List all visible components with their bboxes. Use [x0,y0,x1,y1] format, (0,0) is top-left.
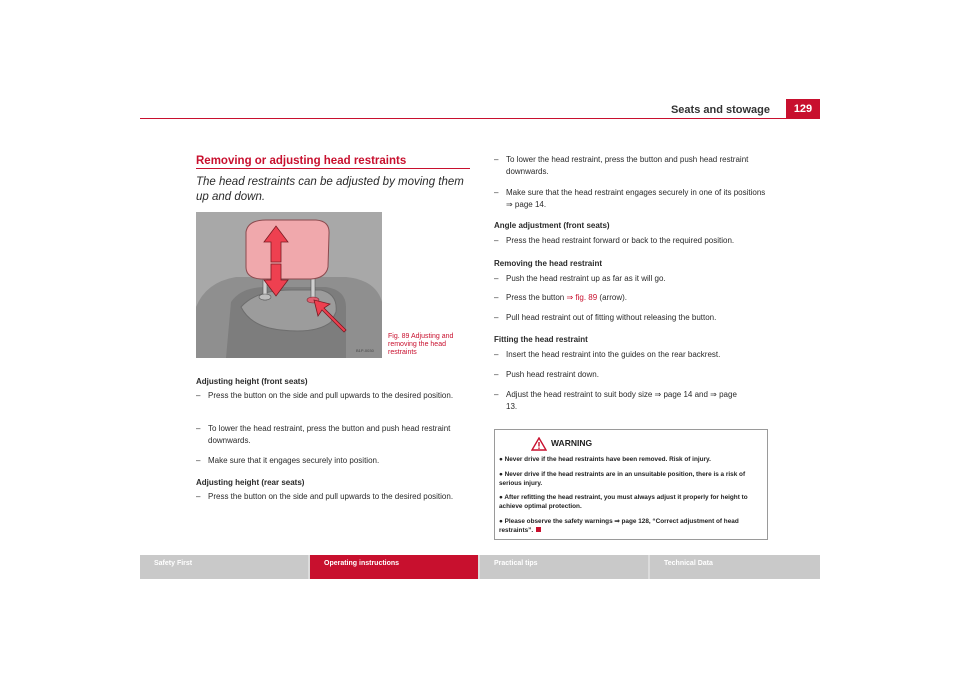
tab-operating-instructions[interactable] [310,555,478,579]
warning-text: Never drive if the head restraints have been removed. Risk of injury. [504,456,711,463]
bullet-icon: ● [499,494,505,501]
step-text: (arrow). [597,293,627,302]
tab-label: Safety First [154,560,193,567]
tab-label: Practical tips [494,560,538,567]
section-intro: The head restraints can be adjusted by moving them up and down. [196,176,464,203]
rear-height-heading: Adjusting height (rear seats) [196,478,305,487]
list-item: – Press the head restraint forward or back to the required position. [494,235,770,247]
bullet-icon: ● [499,456,505,463]
warning-item [499,470,765,488]
header-rule [140,118,820,119]
step-text: Press the button [506,293,567,302]
tab-practical-tips[interactable] [480,555,648,579]
tab-label: Technical Data [664,560,713,567]
list-item: – Press the button ⇒ fig. 89 (arrow). [494,293,627,302]
step-text: Make sure that the head restraint engages securely in one of its positions ⇒ page 14. [506,188,766,209]
chapter-title: Seats and stowage [670,104,770,116]
tab-technical-data[interactable] [650,555,820,579]
page-number: 129 [786,99,820,119]
list-item: – Press the button on the side and pull upwards to the desired position. [196,390,466,402]
fitting-heading: Fitting the head restraint [494,335,588,344]
bullet-icon: ● [499,471,505,478]
section-title: Removing or adjusting head restraints [196,155,407,167]
list-item: – Make sure that it engages securely into position. [196,455,466,467]
step-text: Push head restraint down. [506,370,599,379]
warning-item [499,517,765,535]
figure-code: B1P-0030 [356,348,374,353]
warning-text: After refitting the head restraint, you must always adjust it properly for height to achieve optimal protection. [499,494,748,510]
bullet-icon: ● [499,518,505,525]
tab-safety-first[interactable] [140,555,308,579]
figure-link[interactable]: ⇒ fig. 89 [566,293,598,302]
list-item: – Press the button on the side and pull upwards to the desired position. [196,491,466,503]
list-item: – Adjust the head restraint to suit body size ⇒ page 14 and ⇒ page 13. [494,389,744,413]
step-text: Push the head restraint up as far as it will go. [506,274,666,283]
step-text: To lower the head restraint, press the button and push head restraint downwards. [208,424,451,445]
step-text: Press the button on the side and pull upwards to the desired position. [208,492,454,501]
step-text: Press the head restraint forward or back to the required position. [506,236,735,245]
warning-title: WARNING [551,438,593,448]
list-item: – Insert the head restraint into the guides on the rear backrest. [494,349,770,361]
tab-label: Operating instructions [324,560,400,567]
end-mark-icon [536,527,541,532]
warning-icon [531,437,547,456]
step-text: Adjust the head restraint to suit body size ⇒ page 14 and ⇒ page 13. [506,390,737,411]
section-rule [196,168,470,169]
list-item: – Pull head restraint out of fitting without releasing the button. [494,312,770,324]
warning-text: Never drive if the head restraints are in an unsuitable position, there is a risk of serious injury. [499,471,746,487]
list-item: – Push the head restraint up as far as it will go. [494,273,770,285]
step-text: Press the button on the side and pull upwards to the desired position. [208,391,454,400]
list-item: – Make sure that the head restraint engages securely in one of its positions ⇒ page 14. [494,187,770,211]
list-item: – To lower the head restraint, press the button and push head restraint downwards. [196,423,466,447]
step-text: To lower the head restraint, press the button and push head restraint downwards. [506,155,749,176]
figure-caption: Fig. 89 Adjusting and removing the head restraints [388,333,454,356]
removing-heading: Removing the head restraint [494,259,603,268]
warning-text: Please observe the safety warnings ⇒ page 128, “Correct adjustment of head restraints”. [499,518,739,534]
list-item: – Push head restraint down. [494,369,770,381]
step-text: Pull head restraint out of fitting without releasing the button. [506,313,717,322]
step-text: Insert the head restraint into the guides on the rear backrest. [506,350,721,359]
angle-heading: Angle adjustment (front seats) [494,221,610,230]
warning-item [499,493,765,511]
front-height-heading: Adjusting height (front seats) [196,377,308,386]
warning-item [499,455,765,464]
list-item: – To lower the head restraint, press the button and push head restraint downwards. [494,154,770,178]
step-text: Make sure that it engages securely into position. [208,456,380,465]
head-restraint-figure [196,212,382,358]
head-restraint-illustration [196,212,382,358]
